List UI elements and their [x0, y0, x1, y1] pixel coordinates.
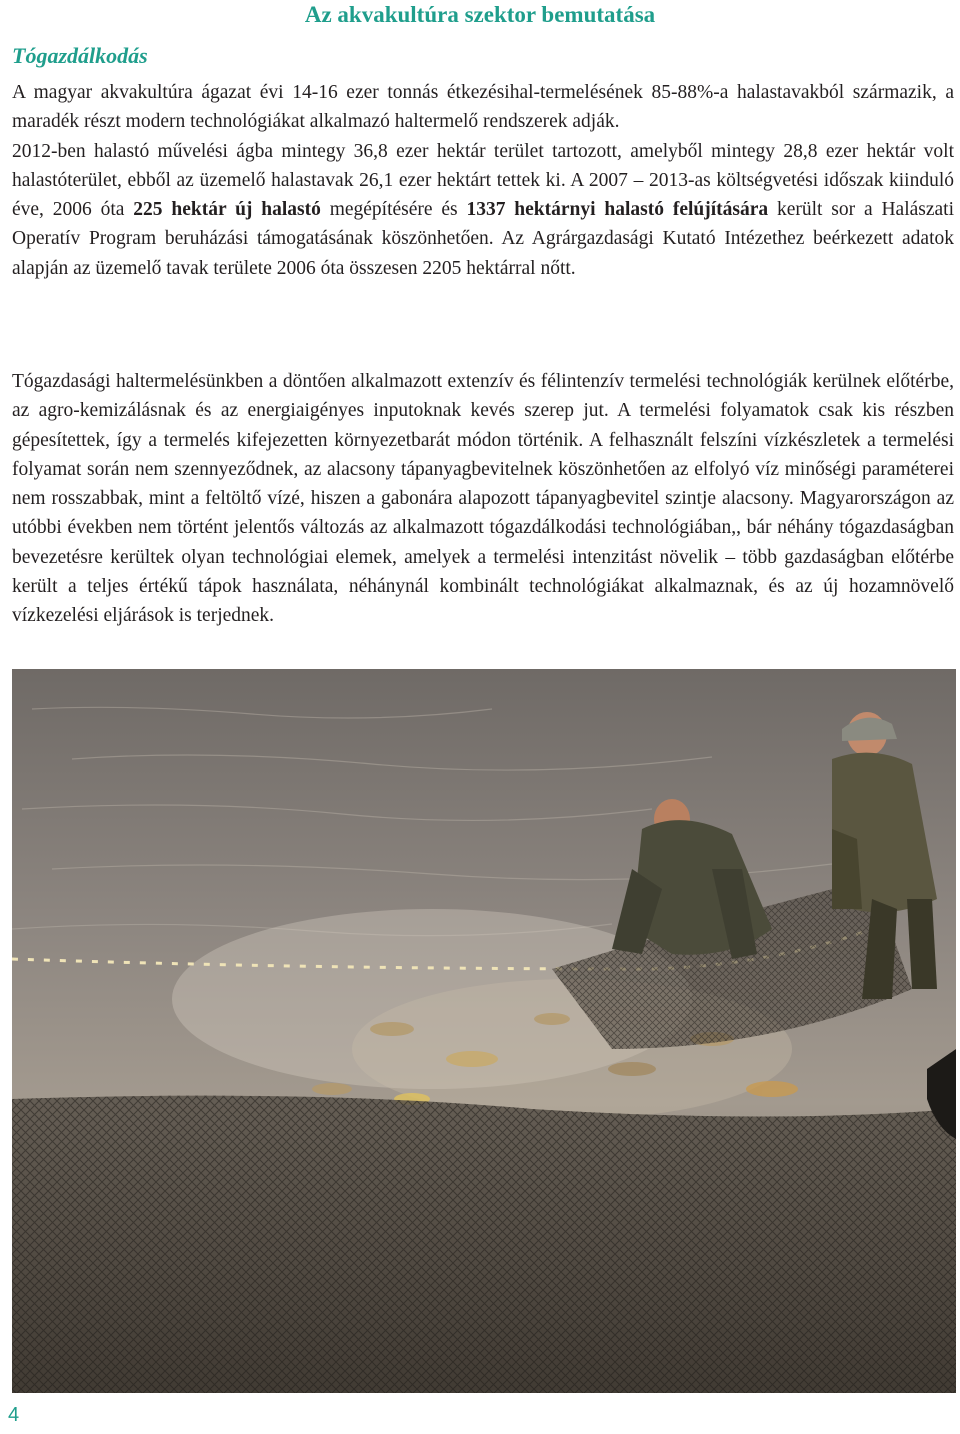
page-header-title: Az akvakultúra szektor bemutatása [304, 2, 656, 27]
paragraph-1-text-c: került sor a Halászati Operatív Program beruházási támogatásának köszönhetően. Az Agrárgazdasági Kutató Intézethez beérkezett adatok alapján az üzemelő tavak területe 2006 óta összesen 2205 hektárral nőtt. [12, 199, 954, 279]
fishermen-net-harvest-photo [12, 669, 956, 1393]
section-heading: Tógazdálkodás [12, 43, 148, 68]
paragraph-1-bold-new-ponds: 225 hektár új halastó [133, 199, 321, 221]
paragraph-2-text: Tógazdasági haltermelésünkben a döntően alkalmazott extenzív és félintenzív termelési technológiák kerülnek előtérbe, az agro-kemizálásnak és az energiaigényes inputoknak kevés szerep jut. A termelési folyamatok csak kis részben gépesítettek, így a termelés kifejezetten környezetbarát módon történik. A felhasznált felszíni vízkészletek a termelési folyamat során nem szennyeződnek, az alacsony tápanyagbevitelnek köszönhetően az elfolyó víz minőségi paraméterei nem rosszabbak, mint a feltöltő vízé, hiszen a gabonára alapozott tápanyagbevitel szintje alacsony. Magyarországon az utóbbi években nem történt jelentős változás az alkalmazott tógazdálkodási technológiában,, bár néhány tógazdaságban bevezetésre kerültek olyan technológiai elemek, amelyek a termelési intenzitást növelik – több gazdaságban előtérbe került a teljes értékű tápok használata, néhánynál kombinált technológiákat alkalmaznak, és az új hozamnövelő vízkezelési eljárások is terjednek. [12, 371, 954, 627]
paragraph-1-text-b: megépítésére és [320, 199, 467, 221]
paragraph-2 [12, 367, 954, 631]
page-number: 4 [8, 1404, 20, 1426]
paragraph-1-sentence-1: A magyar akvakultúra ágazat évi 14-16 ezer tonnás étkezésihal-termelésének 85-88%-a halastavakból származik, a maradék részt modern technológiákat alkalmazó haltermelő rendszerek adják. [12, 82, 954, 133]
paragraph-1-text-a: 2012-ben halastó művelési ágba mintegy 36,8 ezer hektár terület tartozott, amelyből mintegy 28,8 ezer hektár volt halastóterület, ebből az üzemelő halastavak 26,1 ezer hektárt tettek ki. A 2007 – 2013-as költségvetési időszak kiinduló éve, 2006 óta [12, 140, 954, 221]
paragraph-1 [12, 78, 954, 283]
paragraph-1-bold-renovation: 1337 hektárnyi halastó felújítására [466, 199, 769, 221]
